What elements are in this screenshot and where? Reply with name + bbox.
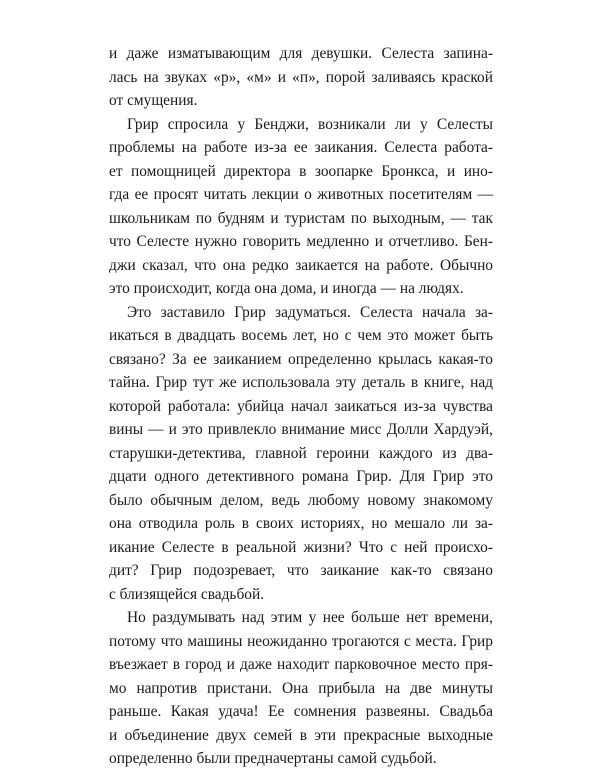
text-line: Это заставило Грир задуматься. Селеста начала за- (127, 303, 493, 321)
text-line: и объединение двух семей в эти прекрасные выходные (109, 726, 493, 744)
paragraph (109, 606, 493, 771)
text-line: она отводила роль в своих историях, но мешало ли за- (109, 515, 493, 532)
text-line: это происходит, когда она дома, и иногда — на людях. (109, 280, 464, 297)
text-line: дцати одного детективного романа Грир. Для Грир это (109, 468, 493, 485)
text-line: дит? Грир подозревает, что заикание как-то связано (109, 562, 493, 579)
text-line: было обычным делом, ведь любому новому знакомому (109, 491, 493, 509)
text-line: от смущения. (109, 92, 198, 109)
text-line: связано? За ее заиканием определенно крылась какая-то (109, 350, 493, 368)
paragraph (109, 301, 493, 607)
text-line: джи сказал, что она редко заикается на работе. Обычно (109, 256, 493, 274)
text-line: въезжает в город и даже находит парковочное место пря- (109, 656, 493, 673)
paragraph (109, 42, 493, 113)
text-line: гда ее просят читать лекции о животных посетителям — (109, 186, 493, 203)
text-line: Грир спросила у Бенджи, возникали ли у Селесты (127, 115, 493, 133)
paragraph (109, 113, 493, 301)
text-line: которой работала: убийца начал заикаться из-за чувства (109, 397, 493, 415)
text-line: мо напротив пристани. Она прибыла на две минуты (109, 679, 493, 697)
text-line: с близящейся свадьбой. (109, 585, 265, 603)
text-line: икаться в двадцать восемь лет, но с чем это может быть (109, 327, 493, 344)
text-line: Но раздумывать над этим у нее больше нет времени, (127, 609, 493, 626)
text-line: потому что машины неожиданно трогаются с места. Грир (109, 632, 493, 650)
text-line: проблемы на работе из-за ее заикания. Селеста работа- (109, 139, 493, 156)
text-line: икание Селесте в реальной жизни? Что с ней происхо- (109, 538, 493, 556)
text-line: вины — и это привлекло внимание мисс Долли Хардуэй, (109, 421, 493, 438)
page-body-text (109, 42, 493, 771)
text-line: тайна. Грир тут же использовала эту деталь в книге, над (109, 374, 493, 391)
text-line: старушки-детектива, главной героини каждого из два- (109, 444, 493, 462)
text-line: определенно были предначертаны самой судьбой. (109, 750, 437, 767)
text-line: раньше. Какая удача! Ее сомнения развеяны. Свадьба (109, 703, 493, 720)
text-line: ет помощницей директора в зоопарке Бронкса, и ино- (109, 162, 493, 180)
text-line: лась на звуках «р», «м» и «п», порой заливаясь краской (109, 68, 493, 86)
text-line: что Селесте нужно говорить медленно и отчетливо. Бен- (109, 233, 493, 250)
text-line: школьникам по будням и туристам по выходным, — так (109, 209, 493, 227)
text-line: и даже изматывающим для девушки. Селеста запина- (109, 45, 493, 62)
